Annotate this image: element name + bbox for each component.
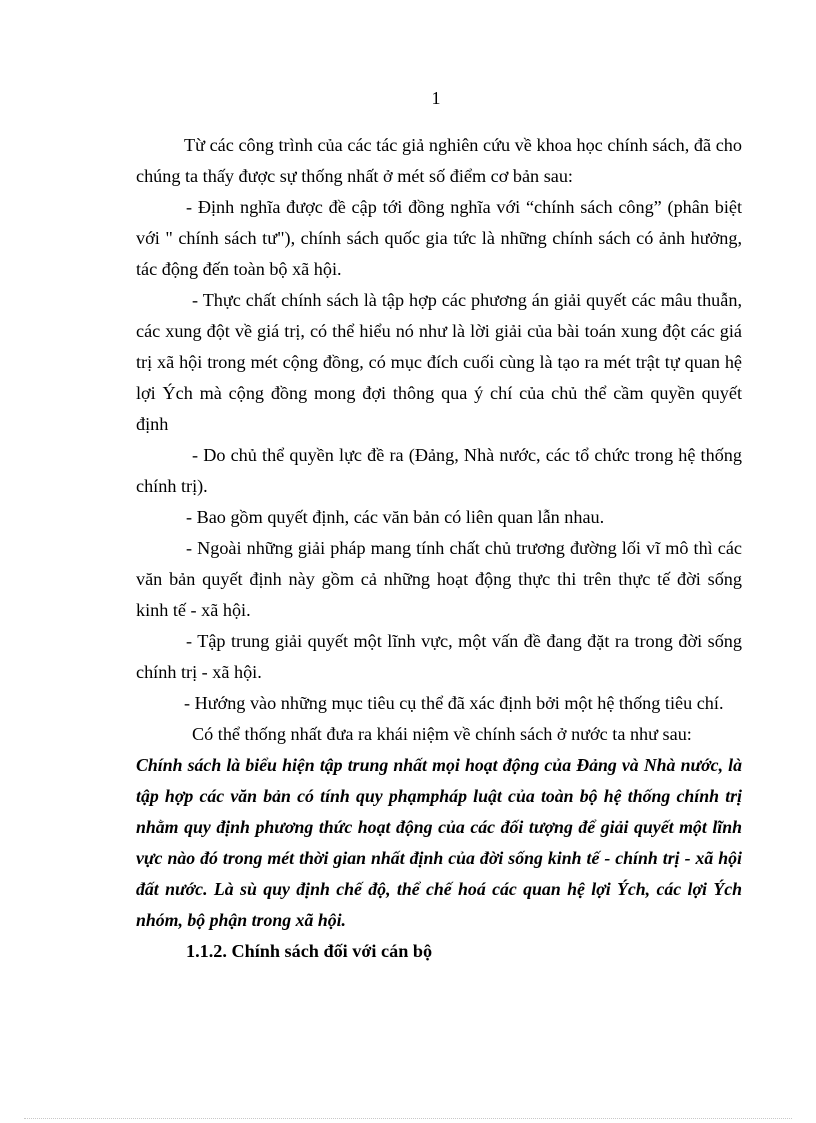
intro-paragraph: Từ các công trình của các tác giả nghiên cứu về khoa học chính sách, đã cho chúng ta thấy được sự thống nhất ở mét số điểm cơ bản sau: [136, 135, 742, 186]
concept-lead-in: Có thể thống nhất đưa ra khái niệm về chính sách ở nước ta như sau: [192, 724, 692, 744]
bullet-authority: - Do chủ thể quyền lực đề ra (Đảng, Nhà nước, các tổ chức trong hệ thống chính trị). [136, 445, 742, 496]
page-number: 1 [431, 88, 441, 108]
document-body [136, 130, 742, 967]
page-bottom-divider [24, 1118, 792, 1119]
section-heading: 1.1.2. Chính sách đối với cán bộ [186, 941, 433, 961]
bullet-solutions: - Ngoài những giải pháp mang tính chất chủ trương đường lối vĩ mô thì các văn bản quyết định này gồm cả những hoạt động thực thi trên thực tế đời sống kinh tế - xã hội. [136, 538, 742, 620]
bullet-definition: - Định nghĩa được đề cập tới đồng nghĩa với “chính sách công” (phân biệt với " chính sách tư"), chính sách quốc gia tức là những chính sách có ảnh hưởng, tác động đến toàn bộ xã hội. [136, 197, 742, 279]
bullet-documents: - Bao gồm quyết định, các văn bản có liên quan lẫn nhau. [186, 507, 605, 527]
bullet-essence: - Thực chất chính sách là tập hợp các phương án giải quyết các mâu thuẫn, các xung đột về giá trị, có thể hiểu nó như là lời giải của bài toán xung đột các giá trị xã hội trong mét cộng đồng, có mục đích cuối cùng là tạo ra mét trật tự quan hệ lợi Ých mà cộng đồng mong đợi thông qua ý chí của chủ thể cầm quyền quyết định [136, 290, 742, 434]
bullet-goals: - Hướng vào những mục tiêu cụ thể đã xác định bởi một hệ thống tiêu chí. [184, 693, 724, 713]
policy-definition: Chính sách là biểu hiện tập trung nhất mọi hoạt động của Đảng và Nhà nước, là tập hợp các văn bản có tính quy phạmpháp luật của toàn bộ hệ thống chính trị nhằm quy định phương thức hoạt động của các đối tượng để giải quyết một lĩnh vực nào đó trong mét thời gian nhất định của đời sống kinh tế - chính trị - xã hội đất nước. Là sù quy định chế độ, thể chế hoá các quan hệ lợi Ých, các lợi Ých nhóm, bộ phận trong xã hội. [136, 755, 742, 930]
bullet-focus: - Tập trung giải quyết một lĩnh vực, một vấn đề đang đặt ra trong đời sống chính trị - xã hội. [136, 631, 742, 682]
